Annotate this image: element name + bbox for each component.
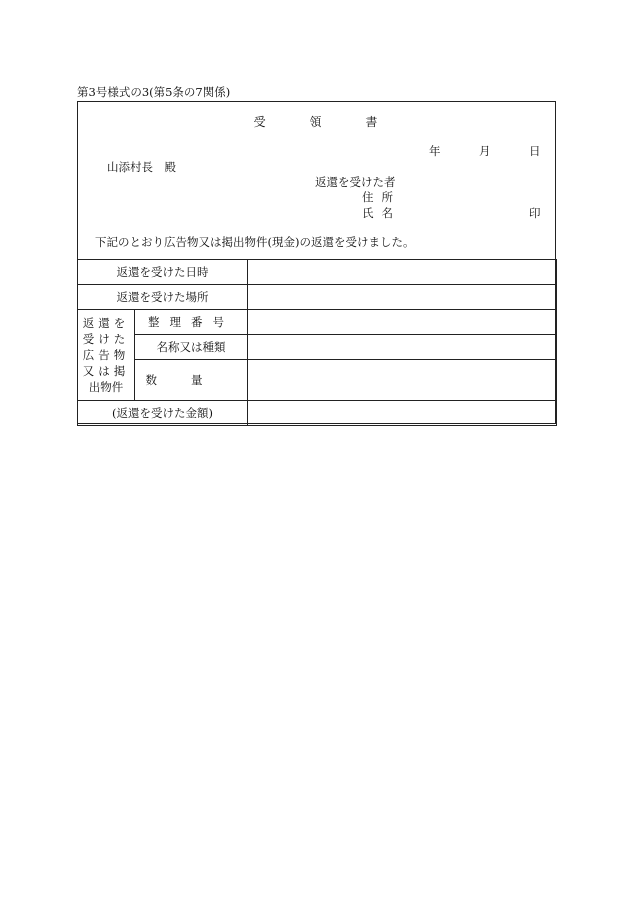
label-number: 整理番号 [135,310,248,335]
group-line-2: 受けた [82,332,130,346]
date-year: 年 [429,144,441,158]
returned-by-label: 返還を受けた者 [315,175,396,189]
title-char-3: 書 [365,115,380,129]
table-row [78,310,557,335]
name-label: 氏名 [362,206,401,220]
table-row [78,401,557,426]
address-label: 住所 [362,190,401,204]
date-month: 月 [479,144,491,158]
group-line-3: 広告物 [82,348,130,362]
table-row [78,360,557,401]
document-title [78,113,555,130]
group-line-1: 返還を [82,316,130,330]
form-number-label: 第3号様式の3(第5条の7関係) [77,85,231,99]
table-row [78,260,557,285]
group-line-5: 出物件 [88,380,124,394]
value-quantity[interactable] [248,360,557,401]
label-quantity: 数量 [135,360,248,401]
value-amount[interactable] [248,401,557,426]
receipt-form [77,101,556,424]
statement: 下記のとおり広告物又は掲出物件(現金)の返還を受けました。 [95,235,415,249]
label-amount: (返還を受けた金額) [78,401,248,426]
recipient: 山添村長 殿 [107,160,176,174]
date-day: 日 [529,144,541,158]
title-char-1: 受 [253,115,268,129]
label-datetime: 返還を受けた日時 [78,260,248,285]
title-char-2: 領 [309,115,324,129]
table-row [78,335,557,360]
label-place: 返還を受けた場所 [78,285,248,310]
details-table [77,259,557,426]
label-name-type: 名称又は種類 [135,335,248,360]
table-row [78,285,557,310]
seal-mark: 印 [529,206,541,220]
value-datetime[interactable] [248,260,557,285]
label-returned-items [78,310,135,401]
value-place[interactable] [248,285,557,310]
value-number[interactable] [248,310,557,335]
value-name-type[interactable] [248,335,557,360]
group-line-4: 又は掲 [82,364,130,378]
